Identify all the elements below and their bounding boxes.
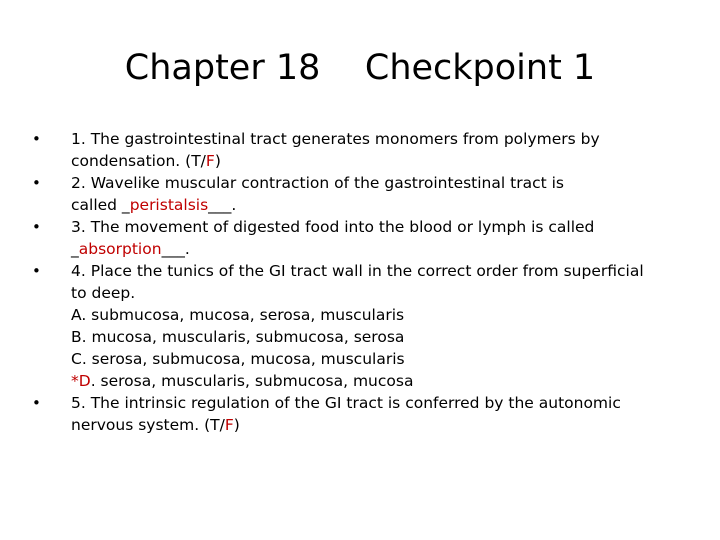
question-4 <box>32 260 692 392</box>
option-a <box>71 304 692 326</box>
question-text: 3. The movement of digested food into the blood or lymph is called <box>71 218 595 236</box>
question-list <box>32 128 692 436</box>
question-text: 1. The gastrointestinal tract generates monomers from polymers by <box>71 130 600 148</box>
question-text: C. serosa, submucosa, mucosa, muscularis <box>71 350 405 368</box>
question-text: ___. <box>161 240 190 258</box>
answer-text: F <box>224 416 234 434</box>
question-line <box>71 414 692 436</box>
question-text: nervous system. (T/ <box>71 416 225 434</box>
bullet-icon: • <box>32 394 41 412</box>
question-line <box>71 282 692 304</box>
question-line <box>71 238 692 260</box>
question-text: A. submucosa, mucosa, serosa, muscularis <box>71 306 405 324</box>
answer-text: *D <box>71 372 91 390</box>
question-line <box>71 172 692 194</box>
answer-text: F <box>205 152 215 170</box>
question-line <box>71 150 692 172</box>
question-line <box>71 128 692 150</box>
bullet-icon: • <box>32 218 41 236</box>
question-5 <box>32 392 692 436</box>
option-c <box>71 348 692 370</box>
question-text: to deep. <box>71 284 136 302</box>
question-text: B. mucosa, muscularis, submucosa, serosa <box>71 328 405 346</box>
question-2 <box>32 172 692 216</box>
answer-text: absorption <box>78 240 162 258</box>
question-text: 5. The intrinsic regulation of the GI tract is conferred by the autonomic <box>71 394 621 412</box>
question-text: ___. <box>208 196 237 214</box>
question-text: 2. Wavelike muscular contraction of the gastrointestinal tract is <box>71 174 564 192</box>
question-text: 4. Place the tunics of the GI tract wall in the correct order from superficial <box>71 262 644 280</box>
bullet-icon: • <box>32 130 41 148</box>
question-1 <box>32 128 692 172</box>
question-3 <box>32 216 692 260</box>
question-line <box>71 260 692 282</box>
question-text: . serosa, muscularis, submucosa, mucosa <box>90 372 414 390</box>
bullet-icon: • <box>32 174 41 192</box>
question-text: ) <box>233 416 240 434</box>
bullet-icon: • <box>32 262 41 280</box>
question-line <box>71 216 692 238</box>
option-d <box>71 370 692 392</box>
question-text: called _ <box>71 196 130 214</box>
slide-title: Chapter 18 Checkpoint 1 <box>124 48 596 88</box>
question-text: condensation. (T/ <box>71 152 206 170</box>
question-line <box>71 392 692 414</box>
question-text: ) <box>214 152 221 170</box>
option-b <box>71 326 692 348</box>
question-line <box>71 194 692 216</box>
question-text: _ <box>71 240 79 258</box>
answer-text: peristalsis <box>129 196 209 214</box>
